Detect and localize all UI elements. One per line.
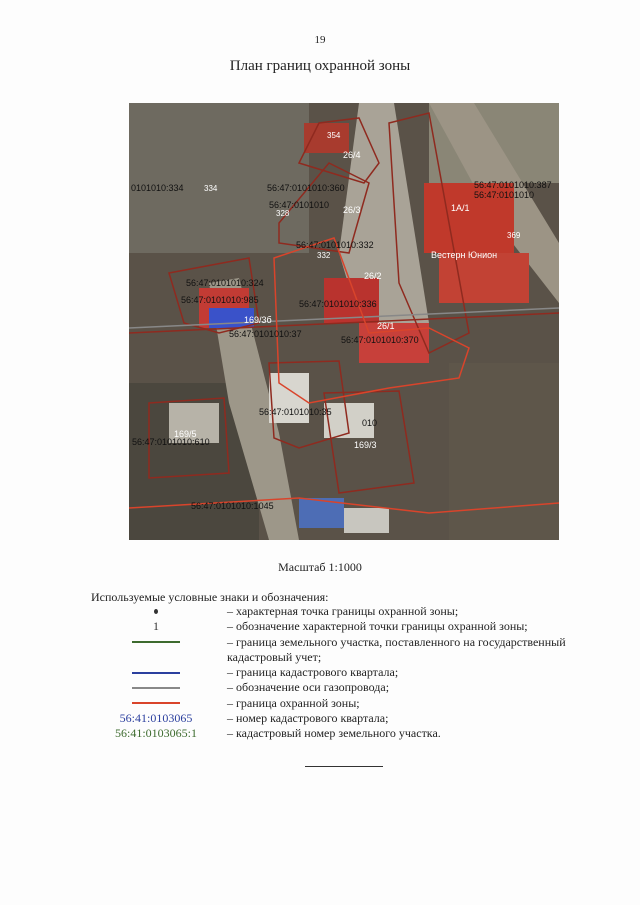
- map-label: 56:47:0101010:35: [259, 407, 332, 417]
- legend-item: [91, 604, 611, 619]
- legend-description: – граница кадастрового квартала;: [227, 665, 399, 680]
- legend-item: [91, 726, 611, 741]
- legend-description: – граница земельного участка, поставленного на государственный: [227, 634, 566, 649]
- map-label: 56:47:0101010:1045: [191, 501, 274, 511]
- page-number: 19: [314, 34, 326, 46]
- divider: [305, 766, 383, 767]
- map-label: 26/2: [364, 271, 382, 281]
- map-label: 010: [362, 418, 378, 428]
- legend-item: [91, 696, 611, 711]
- legend-description: – граница охранной зоны;: [227, 695, 360, 710]
- plot-number: 354: [327, 131, 341, 140]
- legend-description: – номер кадастрового квартала;: [227, 711, 389, 726]
- map-label: 26/1: [377, 321, 395, 331]
- legend-item: [91, 665, 611, 680]
- legend-item: [91, 680, 611, 695]
- legend-symbol-label: 56:41:0103065: [119, 711, 193, 726]
- legend-description: – обозначение характерной точки границы охранной зоны;: [227, 619, 528, 634]
- point-icon: [154, 609, 158, 614]
- map-label: 56:47:0101010:610: [132, 437, 210, 447]
- map-label: 169/3: [354, 440, 377, 450]
- map-label: 169/5: [174, 429, 197, 439]
- map-label: 56:47:0101010:336: [299, 299, 377, 309]
- map-label: 56:47:0101010:332: [296, 240, 374, 250]
- map-label: 56:47:0101010: [474, 190, 535, 200]
- map-label: 0101010:334: [131, 183, 184, 193]
- plot-number: 334: [204, 184, 218, 193]
- map-label: 56:47:0101010:985: [181, 295, 259, 305]
- legend: [91, 604, 611, 742]
- map-label: Вестерн Юнион: [431, 250, 498, 260]
- plot-number: 328: [276, 209, 290, 218]
- legend-item: [91, 619, 611, 634]
- map-label: 56:47:0101010:370: [341, 335, 419, 345]
- map-label: 26/4: [343, 150, 361, 160]
- legend-heading: Используемые условные знаки и обозначения:: [91, 590, 329, 604]
- legend-item: [91, 650, 611, 665]
- legend-description: – характерная точка границы охранной зоны;: [227, 604, 459, 618]
- plot-number: 332: [317, 251, 331, 260]
- map-label: 56:47:0101010:360: [267, 183, 345, 193]
- legend-description: – кадастровый номер земельного участка.: [227, 726, 441, 741]
- green-line-icon: [132, 641, 180, 643]
- satellite-map: [129, 103, 559, 540]
- map-scale: Масштаб 1:1000: [278, 560, 362, 574]
- legend-symbol-label: 56:41:0103065:1: [114, 726, 197, 741]
- gray-line-icon: [132, 687, 180, 689]
- legend-description: – обозначение оси газопровода;: [227, 680, 390, 695]
- legend-item: [91, 635, 611, 650]
- legend-symbol-label: 1: [153, 619, 159, 634]
- legend-item: [91, 711, 611, 726]
- page-title: План границ охранной зоны: [229, 58, 411, 74]
- map-label: 1А/1: [451, 203, 470, 213]
- map-label: 56:47:0101010:37: [229, 329, 302, 339]
- red-line-icon: [132, 702, 180, 704]
- map-label: 26/3: [343, 205, 361, 215]
- blue-line-icon: [132, 672, 180, 674]
- map-label: 56:47:0101010:387: [474, 180, 552, 190]
- map-label: 56:47:0101010: [269, 200, 330, 210]
- map-canvas: [129, 103, 559, 540]
- map-label: 169/3б: [244, 315, 272, 325]
- map-label: 56:47:0101010:324: [186, 278, 264, 288]
- legend-description: кадастровый учет;: [227, 649, 322, 664]
- plot-number: 369: [507, 231, 521, 240]
